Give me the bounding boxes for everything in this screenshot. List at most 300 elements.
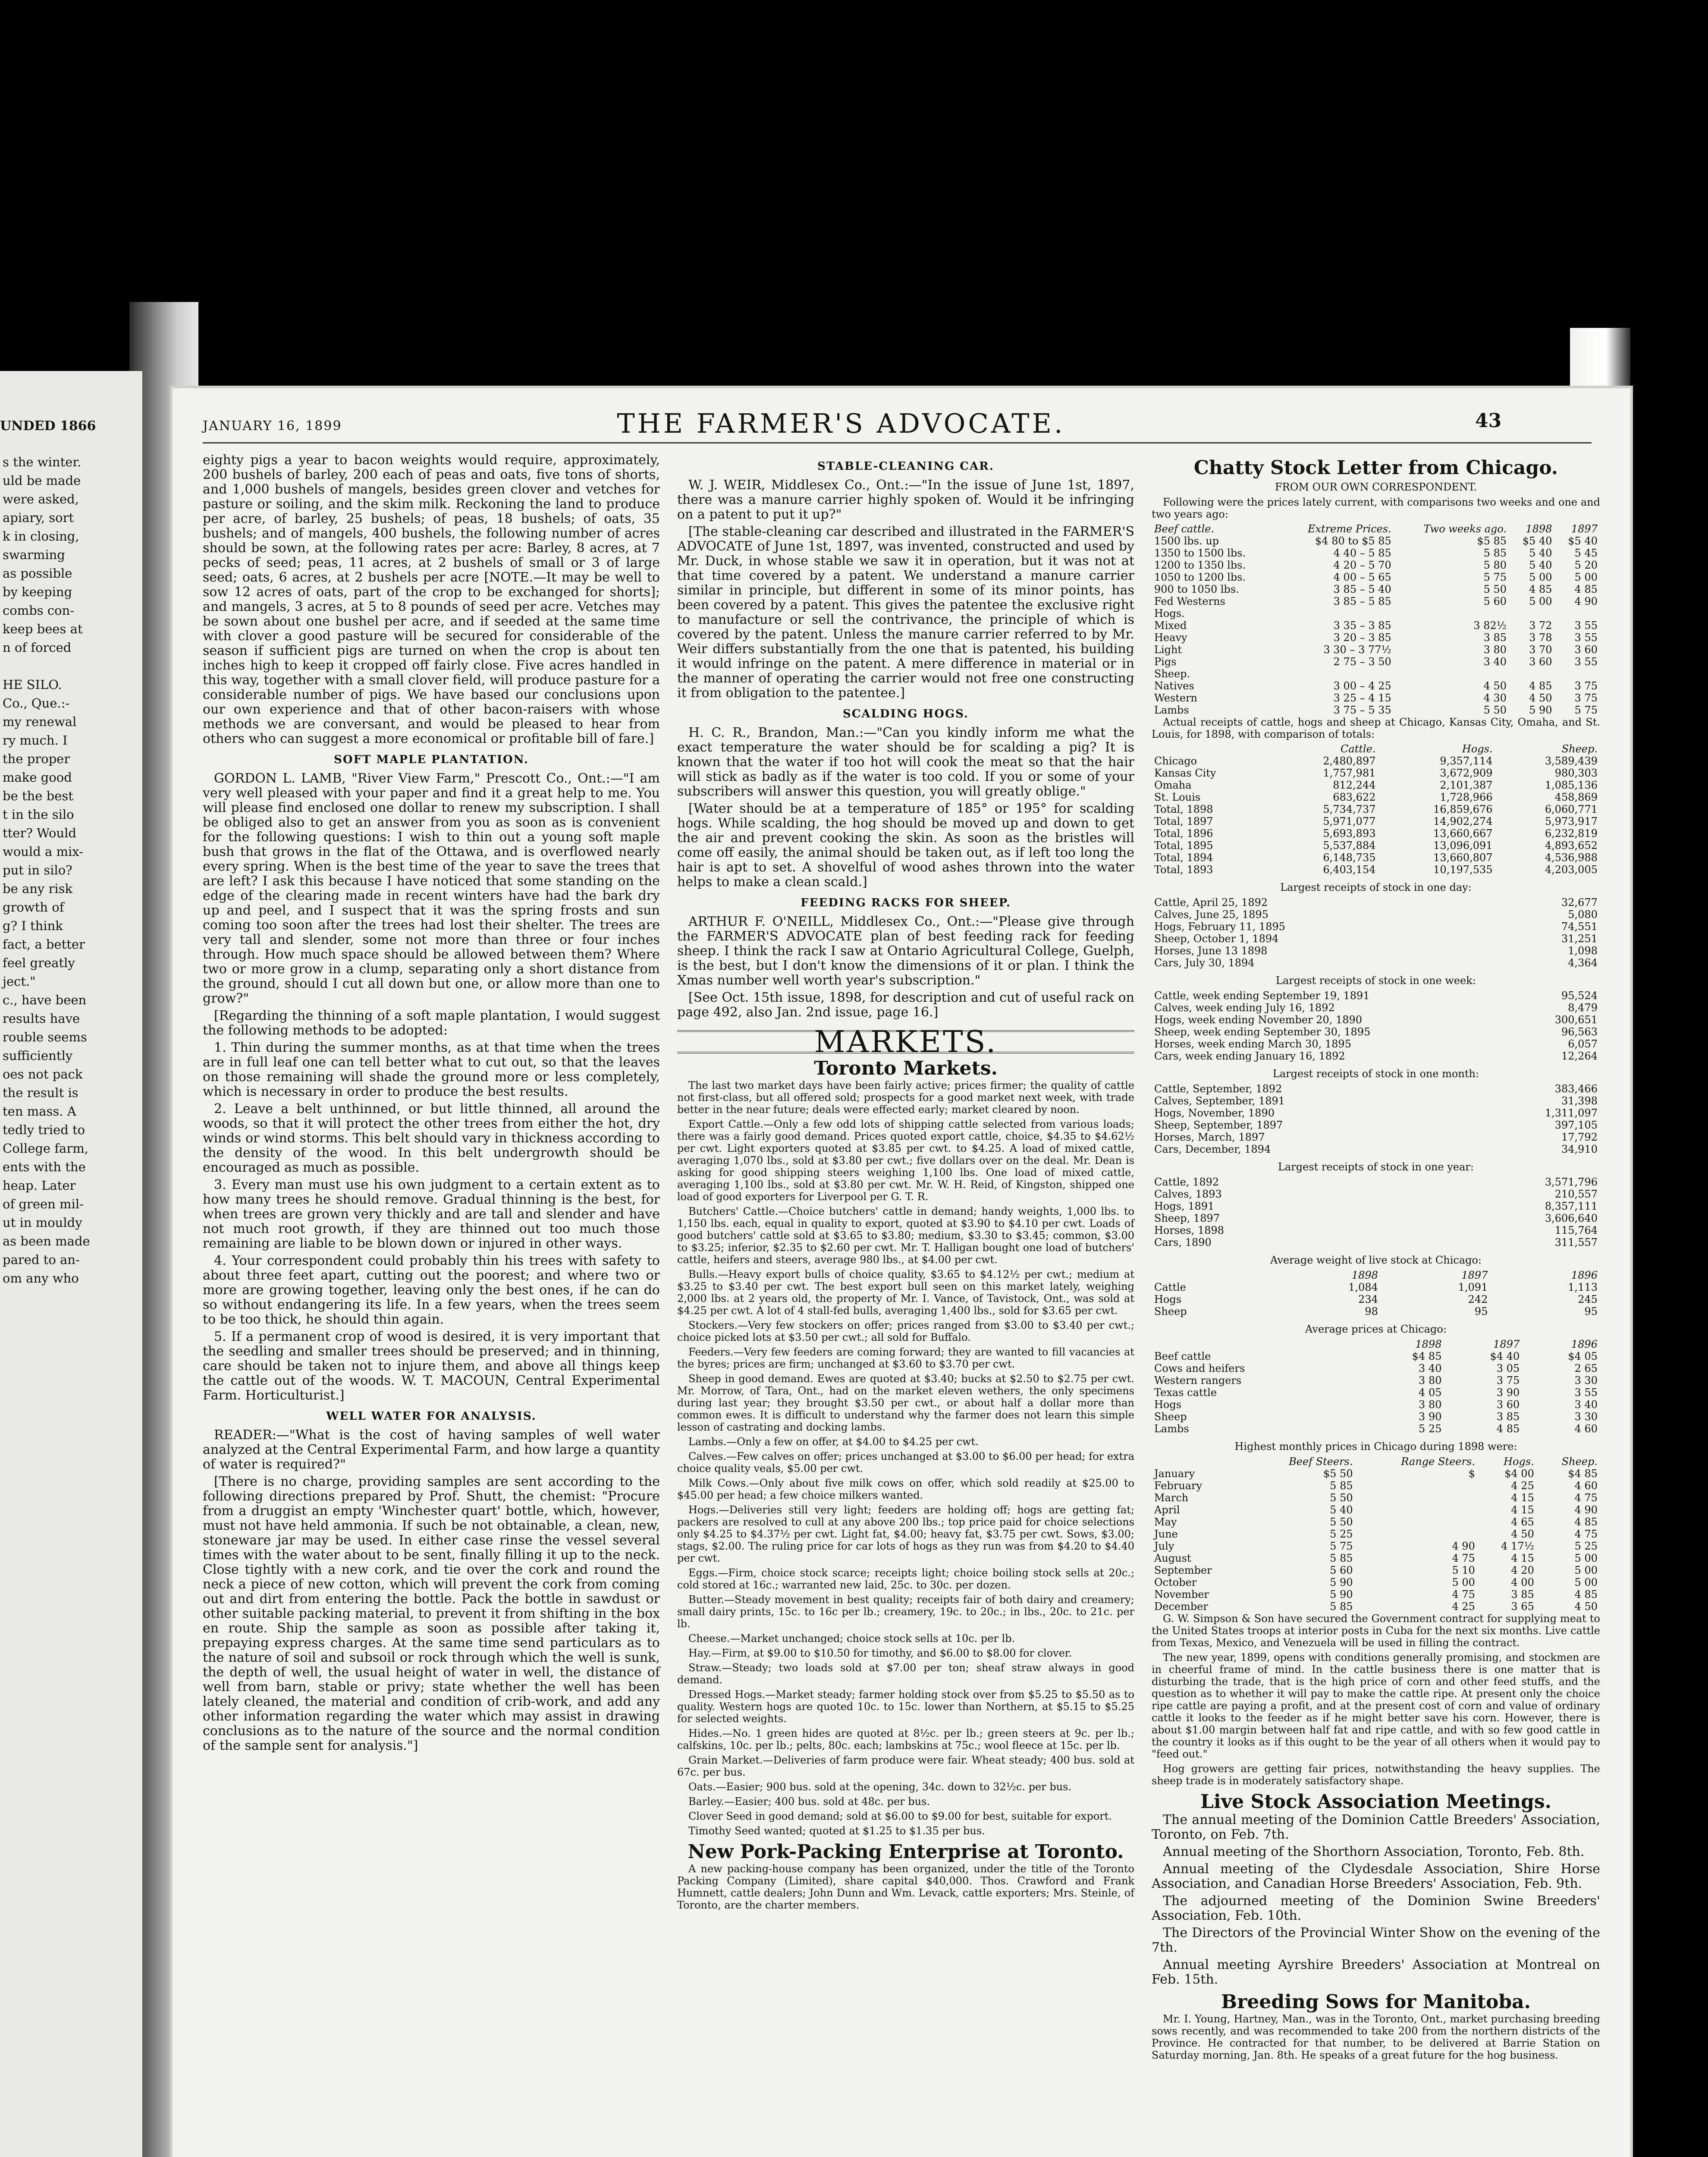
table-cell: 6,232,819 — [1545, 827, 1598, 840]
table-cell: 980,303 — [1554, 767, 1598, 779]
left-page-line: g? I think — [3, 918, 63, 933]
left-page-line: t in the silo — [3, 807, 74, 822]
table-cell: 4 15 — [1511, 1552, 1534, 1564]
left-page-line: c., have been — [3, 993, 87, 1007]
table-cell: December — [1154, 1600, 1208, 1613]
column-header: 1898 — [1351, 1269, 1378, 1281]
table-cell: 311,557 — [1554, 1236, 1598, 1248]
table-cell: 3,672,909 — [1440, 767, 1493, 779]
table-row — [1152, 1492, 1600, 1504]
table-cell: Hogs, November, 1890 — [1154, 1107, 1275, 1119]
table-cell: 5 00 — [1529, 571, 1552, 583]
table-cell — [1278, 668, 1394, 680]
heading-well-water: WELL WATER FOR ANALYSIS. — [326, 1410, 537, 1423]
table-row — [1152, 571, 1600, 583]
masthead-title: THE FARMER'S ADVOCATE. — [617, 408, 1065, 439]
table-cell — [1555, 607, 1601, 619]
table-cell: 96,563 — [1561, 1026, 1598, 1038]
table-cell: 5,080 — [1568, 909, 1598, 921]
table-cell: 3 72 — [1529, 619, 1552, 632]
table-cell: 4 85 — [1574, 1588, 1598, 1600]
table-cell: 4,893,652 — [1545, 840, 1598, 852]
table-cell: 1,091 — [1458, 1281, 1488, 1293]
table-cell: 2,480,897 — [1323, 755, 1376, 767]
breeding-sows-text: Mr. I. Young, Hartney, Man., was in the Toronto, Ont., market purchasing breeding sows recently, and was recommended to take 200 from the northern districts of the Province. He contracted for that number, to be delivered at Barrie Station on Saturday morning, Jan. 8th. He speaks of a great future for the hog business. — [1152, 2013, 1600, 2061]
table-cell: 4 85 — [1529, 680, 1552, 692]
table-cell: October — [1154, 1576, 1197, 1588]
table-cell: 5 25 — [1330, 1528, 1353, 1540]
column-header: Sheep. — [1561, 743, 1598, 755]
table-cell: 5 75 — [1574, 704, 1598, 716]
left-page-line: apiary, sort — [3, 510, 74, 525]
racks-answer: [See Oct. 15th issue, 1898, for description and cut of useful rack on page 492, also Jan. 2nd issue, page 16.] — [677, 990, 1134, 1020]
table-row — [1152, 1224, 1600, 1236]
table-cell: 8,357,111 — [1545, 1200, 1598, 1212]
table-cell: 5 80 — [1483, 559, 1507, 571]
table-row — [1152, 1576, 1600, 1588]
column-header: 1896 — [1571, 1269, 1598, 1281]
table-cell: 16,859,676 — [1433, 803, 1493, 815]
table-row — [1152, 559, 1600, 571]
left-page-line: put in silo? — [3, 863, 72, 877]
table-row — [1152, 535, 1600, 547]
heading-feeding-racks: FEEDING RACKS FOR SHEEP. — [801, 896, 1011, 909]
table-cell: 4 75 — [1574, 1492, 1598, 1504]
table-row — [1152, 1212, 1600, 1224]
table-row — [1152, 704, 1600, 716]
left-page-line: keep bees at — [3, 622, 83, 636]
table-row — [1152, 1119, 1600, 1131]
table-row — [1152, 1588, 1600, 1600]
table-row — [1152, 1143, 1600, 1155]
table-cell: 31,398 — [1561, 1095, 1598, 1107]
table-cell: 12,264 — [1561, 1050, 1598, 1062]
table-cell: Total, 1895 — [1154, 840, 1213, 852]
left-page-line: s the winter. — [3, 455, 82, 469]
chicago-intro: Following were the prices lately current, with comparisons two weeks and one and two years ago: — [1152, 496, 1600, 520]
page-number: 43 — [1475, 410, 1502, 432]
table-cell: 3 75 — [1496, 1374, 1520, 1387]
table-cell: 4 90 — [1452, 1540, 1475, 1552]
hog-growers-note: Hog growers are getting fair prices, notwithstanding the heavy supplies. The sheep trade is in moderately satisfactory shape. — [1152, 1763, 1600, 1787]
weight-table — [1152, 1269, 1600, 1317]
heading-pork-packing: New Pork-Packing Enterprise at Toronto. — [688, 1841, 1124, 1863]
table-cell: 5,693,893 — [1323, 827, 1376, 840]
table-row — [1152, 1188, 1600, 1200]
timothy-seed-market: Timothy Seed wanted; quoted at $1.25 to $1.35 per bus. — [688, 1825, 985, 1837]
table-cell: 900 to 1050 lbs. — [1154, 583, 1239, 595]
table-cell: 3 70 — [1529, 644, 1552, 656]
receipts-intro: Actual receipts of cattle, hogs and sheep at Chicago, Kansas City, Omaha, and St. Louis, for 1898, with comparison of totals: — [1152, 716, 1600, 740]
table-row — [1152, 990, 1600, 1002]
table-cell: 34,910 — [1561, 1143, 1598, 1155]
table-cell: 5 85 — [1330, 1600, 1353, 1613]
table-cell: 3 30 — [1574, 1374, 1598, 1387]
table-cell: 383,466 — [1554, 1083, 1598, 1095]
table-cell: 4 60 — [1574, 1480, 1598, 1492]
table-cell: Sheep — [1154, 1305, 1187, 1317]
table-cell: 13,660,667 — [1433, 827, 1493, 840]
table-cell: 74,551 — [1561, 921, 1598, 933]
table-cell: $4 80 to $5 85 — [1315, 535, 1391, 547]
table-cell: Horses, 1898 — [1154, 1224, 1224, 1236]
table-row — [1152, 909, 1600, 921]
table-cell: Natives — [1154, 680, 1194, 692]
table-cell: 4 00 — [1511, 1576, 1534, 1588]
table-cell: 115,764 — [1554, 1224, 1598, 1236]
table-cell: Cattle, week ending September 19, 1891 — [1154, 990, 1370, 1002]
toronto-market-report — [677, 1079, 1134, 1837]
table-cell: 1,311,097 — [1545, 1107, 1598, 1119]
table-cell: 6,403,154 — [1323, 864, 1376, 876]
table-cell: Calves, June 25, 1895 — [1154, 909, 1268, 921]
table-cell: Total, 1896 — [1154, 827, 1213, 840]
table-row — [1152, 619, 1600, 632]
table-cell: $5 40 — [1522, 535, 1552, 547]
left-page-line: be any risk — [3, 881, 73, 896]
table-cell: 4 75 — [1574, 1528, 1598, 1540]
table-cell: 3 60 — [1574, 644, 1598, 656]
table-cell: Sheep, September, 1897 — [1154, 1119, 1283, 1131]
pork-packing-text: A new packing-house company has been organized, under the title of the Toronto Packing Company (Limited), share capital $40,000. Thos. Crawford and Frank Humnett, cattle dealers; John Dunn and Wm. Levack, cattle exporters; Mrs. Steinle, of Toronto, are the charter members. — [677, 1863, 1134, 1911]
table-cell: Hogs. — [1154, 607, 1185, 619]
eggs-market: Eggs.—Firm, choice stock scarce; receipts light; choice boiling stock sells at 20c.; cold stored at 16c.; warranted new laid, 25c. to 30c. per dozen. — [677, 1567, 1134, 1591]
table-cell: 5 00 — [1574, 1564, 1598, 1576]
table-cell: 3 75 — [1574, 680, 1598, 692]
table-cell: 4 15 — [1511, 1504, 1534, 1516]
table-row — [1152, 1552, 1600, 1564]
table-cell: 5 85 — [1330, 1480, 1353, 1492]
table-cell: Cattle, April 25, 1892 — [1154, 896, 1268, 909]
left-page-line: swarming — [3, 547, 65, 562]
table-cell: Cattle, September, 1892 — [1154, 1083, 1282, 1095]
table-cell: Western rangers — [1154, 1374, 1242, 1387]
meeting-item: Annual meeting of the Shorthorn Association, Toronto, Feb. 8th. — [1163, 1844, 1585, 1859]
racks-question: ARTHUR F. O'NEILL, Middlesex Co., Ont.:—"Please give through the FARMER'S ADVOCATE plan of best feeding rack for feeding sheep. I think the rack I saw at Ontario Agricultural College, Guelph, is the best, but I don't know the dimensions of it or plan. I think the Xmas number well worth year's subscription." — [677, 914, 1134, 988]
barley-market: Barley.—Easier; 400 bus. sold at 48c. per bus. — [688, 1795, 930, 1808]
table-cell: Sheep — [1154, 1411, 1187, 1423]
table-cell — [1509, 607, 1554, 619]
chicago-price-table — [1152, 523, 1600, 716]
left-page-line: results have — [3, 1011, 80, 1026]
table-cell: Sheep, October 1, 1894 — [1154, 933, 1279, 945]
table-cell — [1278, 607, 1394, 619]
bulls: Bulls.—Heavy export bulls of choice quality, $3.65 to $4.12½ per cwt.; medium at $3.25 to $3.40 per cwt. The best export bull seen on this market lately, weighing 2,000 lbs. at 2 years old, the property of Mr. I. Vance, of Tavistock, Ont., was sold at $4.25 per cwt. A lot of 4 stall-fed bulls, averaging 1,400 lbs., sold for $3.65 per cwt. — [677, 1268, 1134, 1317]
table-cell: 4 20 — [1511, 1564, 1534, 1576]
table-cell: 4 50 — [1574, 1600, 1598, 1613]
table-cell: 13,096,091 — [1433, 840, 1493, 852]
table-cell: 5 00 — [1574, 1552, 1598, 1564]
table-cell: Cars, 1890 — [1154, 1236, 1212, 1248]
left-page-line: tter? Would — [3, 826, 76, 840]
table-row — [1152, 1083, 1600, 1095]
table-cell: 1,728,966 — [1440, 791, 1493, 803]
table-cell: 3 40 — [1483, 656, 1507, 668]
dressed-hogs-market: Dressed Hogs.—Market steady; farmer holding stock over from $5.25 to $5.50 as to quality. Western hogs are quoted 10c. to 15c. lower than Northern, at $5.15 to $5.25 for selected weights. — [677, 1688, 1134, 1725]
month-table — [1152, 1083, 1600, 1155]
table-row — [1152, 1411, 1600, 1423]
table-cell: 2 75 – 3 50 — [1333, 656, 1391, 668]
table-cell: Lambs — [1154, 704, 1189, 716]
day-table — [1152, 896, 1600, 969]
column-header: 1897 — [1461, 1269, 1488, 1281]
column-header: Extreme Prices. — [1307, 523, 1391, 535]
table-cell: Western — [1154, 692, 1198, 704]
table-cell: 3 35 – 3 85 — [1333, 619, 1391, 632]
table-row — [1152, 921, 1600, 933]
table-row — [1152, 547, 1600, 559]
table-cell: 5 25 — [1574, 1540, 1598, 1552]
table-cell: $4 85 — [1568, 1468, 1598, 1480]
table-cell: 3 85 — [1483, 632, 1507, 644]
car-question: W. J. WEIR, Middlesex Co., Ont.:—"In the issue of June 1st, 1897, there was a manure carrier highly spoken of. Would it be infringing on a patent to put it up?" — [677, 478, 1134, 522]
table-row — [1152, 1350, 1600, 1362]
table-cell: 683,622 — [1333, 791, 1376, 803]
table-cell: Sheep, 1897 — [1154, 1212, 1220, 1224]
table-cell: 3 85 — [1511, 1588, 1534, 1600]
table-row — [1152, 840, 1600, 852]
car-answer: [The stable-cleaning car described and illustrated in the FARMER'S ADVOCATE of June 1st, 1897, was invented, constructed and used by Mr. Duck, in whose stable we saw it in operation, but it was not at that time covered by a patent. We understand a manure carrier similar in principle, but different in some of its minor points, has been covered by a patent. This gives the patentee the exclusive right to manufacture or sell the contrivance, the principle of which is covered by the patent. Unless the manure carrier referred to by Mr. Weir differs substantially from the one that is patented, his building it would infringe on the patent. A mere difference in material or in the manner of operating the carrier would not free one constructing it from obligation to the patentee.] — [677, 524, 1134, 701]
left-page-line: HE SILO. — [3, 677, 62, 692]
column-header: 1898 — [1415, 1338, 1442, 1350]
table-cell: 98 — [1365, 1305, 1378, 1317]
meeting-item: Annual meeting Ayrshire Breeders' Association at Montreal on Feb. 15th. — [1152, 1957, 1600, 1987]
table-cell: 4 85 — [1496, 1423, 1520, 1435]
table-cell: 1,084 — [1348, 1281, 1378, 1293]
table-cell: 245 — [1578, 1293, 1598, 1305]
table-row — [1152, 1528, 1600, 1540]
table-cell: 4 85 — [1574, 583, 1598, 595]
table-cell: 4,203,005 — [1545, 864, 1598, 876]
table-header-row — [1152, 743, 1600, 755]
left-page-line: make good — [3, 770, 72, 785]
heading-chicago-letter: Chatty Stock Letter from Chicago. — [1193, 457, 1558, 479]
table-cell: 5,973,917 — [1545, 815, 1598, 827]
column-header: Beef Steers. — [1289, 1456, 1353, 1468]
table-cell: 3 75 — [1574, 692, 1598, 704]
table-cell: 210,557 — [1554, 1188, 1598, 1200]
table-row — [1152, 1504, 1600, 1516]
table-row — [1152, 957, 1600, 969]
avg-prices-table — [1152, 1338, 1600, 1435]
table-cell: Cattle — [1154, 1281, 1186, 1293]
left-page-line: my renewal — [3, 714, 77, 729]
table-cell: 3 65 — [1511, 1600, 1534, 1613]
table-cell: January — [1154, 1468, 1195, 1480]
table-cell: 1,098 — [1568, 945, 1598, 957]
table-cell: 4 25 — [1511, 1480, 1534, 1492]
year-table — [1152, 1176, 1600, 1248]
table-cell: Calves, September, 1891 — [1154, 1095, 1285, 1107]
table-cell: 3,589,439 — [1545, 755, 1598, 767]
table-cell: 5 40 — [1529, 559, 1552, 571]
avg-title: Average prices at Chicago: — [1305, 1323, 1447, 1335]
table-cell: 5 85 — [1483, 547, 1507, 559]
table-cell: 4 85 — [1529, 583, 1552, 595]
table-cell: Hogs — [1154, 1399, 1182, 1411]
table-cell: 5 40 — [1529, 547, 1552, 559]
table-header-row — [1152, 1338, 1600, 1350]
table-cell: $ — [1468, 1468, 1475, 1480]
year-title: Largest receipts of stock in one year: — [1278, 1161, 1474, 1173]
left-page-line: College farm, — [3, 1141, 88, 1156]
table-cell: Chicago — [1154, 755, 1197, 767]
butchers-cattle: Butchers' Cattle.—Choice butchers' cattle in demand; handy weights, 1,000 lbs. to 1,150 lbs. each, equal in quality to export, quoted at $3.90 to $4.10 per cwt. Loads of good butchers' cattle sold at $3.65 to $3.80; medium, $3.30 to $3.45; common, $3.00 to $3.25; inferior, $2.35 to $2.60 per cwt. Mr. T. Halligan bought one load of butchers' cattle, heifers and steers, average 980 lbs., at $4.00 per cwt. — [677, 1205, 1134, 1266]
table-cell — [1356, 1528, 1478, 1540]
table-row — [1152, 1107, 1600, 1119]
table-cell: 95,524 — [1561, 990, 1598, 1002]
table-header-row — [1152, 1456, 1600, 1468]
heading-stable-car: STABLE-CLEANING CAR. — [817, 460, 994, 473]
left-page-line — [3, 657, 141, 676]
table-cell: $5 85 — [1477, 535, 1507, 547]
table-cell: $5 50 — [1323, 1468, 1353, 1480]
left-page-header: UNDED 1866 — [0, 418, 96, 434]
table-cell: Texas cattle — [1154, 1387, 1217, 1399]
table-row — [1152, 1131, 1600, 1143]
table-row — [1152, 1374, 1600, 1387]
lambs-market: Lambs.—Only a few on offer, at $4.00 to $4.25 per cwt. — [688, 1436, 979, 1448]
hogs-market: Hogs.—Deliveries still very light; feeders are holding off; hogs are getting fat; packers are resolved to cull at any above 200 lbs.; top price paid for choice selections only $4.25 to $4.37½ per cwt. Light fat, $4.00; heavy fat, $3.75 per cwt. Sows, $3.00; stags, $2.00. The ruling price for car lots of hogs as they run was from $4.20 to $4.40 per cwt. — [677, 1504, 1134, 1564]
left-page-line: oes not pack — [3, 1067, 83, 1082]
column-header: 1897 — [1571, 523, 1598, 535]
table-cell: 3 55 — [1574, 1387, 1598, 1399]
left-page-line: rouble seems — [3, 1030, 87, 1044]
table-cell: 4 00 – 5 65 — [1333, 571, 1391, 583]
table-cell: Total, 1897 — [1154, 815, 1213, 827]
table-cell: 812,244 — [1333, 779, 1376, 791]
column-header: Hogs. — [1462, 743, 1493, 755]
table-cell — [1356, 1516, 1478, 1528]
table-cell: Heavy — [1154, 632, 1187, 644]
table-cell: 5 75 — [1330, 1540, 1353, 1552]
table-row — [1152, 1014, 1600, 1026]
table-cell: 4 05 — [1419, 1387, 1442, 1399]
table-cell: 6,060,771 — [1545, 803, 1598, 815]
day-title: Largest receipts of stock in one day: — [1280, 881, 1472, 893]
month-title: Largest receipts of stock in one month: — [1272, 1068, 1479, 1080]
table-cell: 242 — [1468, 1293, 1488, 1305]
meetings-list — [1152, 1813, 1600, 1987]
left-page-line: om any who — [3, 1271, 79, 1286]
table-cell: 4 50 — [1511, 1528, 1534, 1540]
left-page-line: sufficiently — [3, 1048, 73, 1063]
table-cell: 3 82½ — [1473, 619, 1507, 632]
table-cell: 5 60 — [1330, 1564, 1353, 1576]
table-cell: May — [1154, 1516, 1177, 1528]
table-cell: 3 90 — [1419, 1411, 1442, 1423]
maple-point-1: 1. Thin during the summer months, as at that time when the trees are in full leaf one can tell better what to cut out, so that the leaves on those remaining will shade the ground more or less completely, which is necessary in order to produce the best results. — [203, 1040, 660, 1099]
left-page-line: were asked, — [3, 492, 79, 506]
table-cell: Cars, July 30, 1894 — [1154, 957, 1255, 969]
table-cell — [1555, 668, 1601, 680]
table-cell: Horses, June 13 1898 — [1154, 945, 1268, 957]
column-header: Hogs. — [1504, 1456, 1534, 1468]
table-cell: Horses, March, 1897 — [1154, 1131, 1265, 1143]
table-row — [1152, 680, 1600, 692]
table-cell: 1,113 — [1568, 1281, 1598, 1293]
meeting-item: The Directors of the Provincial Winter Show on the evening of the 7th. — [1152, 1925, 1600, 1955]
table-cell — [1394, 668, 1509, 680]
table-cell: 5 10 — [1452, 1564, 1475, 1576]
left-page-line: ten mass. A — [3, 1104, 76, 1119]
table-row — [1152, 755, 1600, 767]
table-cell: 300,651 — [1554, 1014, 1598, 1026]
table-cell: Cars, week ending January 16, 1892 — [1154, 1050, 1345, 1062]
table-cell: 3 55 — [1574, 656, 1598, 668]
table-cell: 3 80 — [1419, 1374, 1442, 1387]
left-page-line: the proper — [3, 751, 70, 766]
table-cell: 5 00 — [1574, 1576, 1598, 1588]
table-cell: 5,537,884 — [1323, 840, 1376, 852]
table-cell: Hogs, February 11, 1895 — [1154, 921, 1285, 933]
table-cell: Light — [1154, 644, 1182, 656]
table-cell: Total, 1898 — [1154, 803, 1213, 815]
table-cell — [1509, 668, 1554, 680]
left-page-line: n of forced — [3, 640, 72, 655]
table-cell: 3 85 – 5 40 — [1333, 583, 1391, 595]
left-page-fragments — [3, 453, 141, 1288]
table-cell: Calves, 1893 — [1154, 1188, 1222, 1200]
table-cell: 4 75 — [1452, 1588, 1475, 1600]
table-cell: 95 — [1474, 1305, 1488, 1317]
table-cell: 458,869 — [1554, 791, 1598, 803]
table-cell: 5 00 — [1574, 571, 1598, 583]
week-table — [1152, 990, 1600, 1062]
table-row — [1152, 767, 1600, 779]
table-cell: 3 90 — [1496, 1387, 1520, 1399]
table-cell: 3 55 — [1574, 632, 1598, 644]
table-row — [1152, 1200, 1600, 1212]
table-cell: Hogs, 1891 — [1154, 1200, 1215, 1212]
table-row — [1152, 791, 1600, 803]
table-header-row — [1152, 523, 1600, 535]
simpson-note: G. W. Simpson & Son have secured the Government contract for supplying meat to the United States troops at interior posts in Cuba for the next six months. Live cattle from Texas, Mexico, and Venezuela will be used in filling the contract. — [1152, 1613, 1600, 1649]
water-answer: [There is no charge, providing samples are sent according to the following directions prepared by Prof. Shutt, the chemist: "Procure from a druggist an empty 'Winchester quart' bottle, which, however, must not have held ammonia. If such be not obtainable, a clean, new, stoneware jar may be used. In either case rinse the vessel several times with the water about to be sent, finally filling it up to the neck. Close tightly with a new cork, and tie over the cork and round the neck a piece of new cotton, which will prevent the cork from coming out and dirt from entering the bottle. Pack the bottle in sawdust or other suitable packing material, to prevent it from shifting in the box en route. Ship the sample as soon as possible after taking it, prepaying express charges. At the same time send particulars as to the nature of soil and subsoil or rock through which the well is sunk, the depth of well, the usual height of water in well, the distance of well from barn, stable or privy; state whether the well has been lately cleaned, the material and condition of crib-work, and add any other information regarding the water which may assist in drawing conclusions as to the nature of the source and the normal condition of the sample sent for analysis."] — [203, 1474, 660, 1753]
table-cell: 95 — [1584, 1305, 1598, 1317]
table-cell: 2,101,387 — [1440, 779, 1493, 791]
table-cell: 32,677 — [1561, 896, 1598, 909]
table-cell: 1500 lbs. up — [1154, 535, 1219, 547]
table-cell: 5 90 — [1330, 1588, 1353, 1600]
table-row — [1152, 692, 1600, 704]
heading-scalding-hogs: SCALDING HOGS. — [843, 707, 969, 720]
table-cell: 5,971,077 — [1323, 815, 1376, 827]
table-row — [1152, 1516, 1600, 1528]
table-cell: 397,105 — [1554, 1119, 1598, 1131]
table-cell: 1200 to 1350 lbs. — [1154, 559, 1246, 571]
table-row — [1152, 1600, 1600, 1613]
column-header — [1152, 743, 1273, 755]
table-cell: 3 60 — [1496, 1399, 1520, 1411]
table-row — [1152, 803, 1600, 815]
left-page-line: of green mil- — [3, 1197, 84, 1211]
table-cell: Kansas City — [1154, 767, 1216, 779]
column-3 — [1152, 453, 1600, 2064]
table-cell: 5 40 — [1330, 1504, 1353, 1516]
table-cell: 5 20 — [1574, 559, 1598, 571]
hogs-question: H. C. R., Brandon, Man.:—"Can you kindly inform me what the exact temperature the water should be for scalding a pig? It is known that the water if too hot will cook the meat so that the hair will stick as badly as if the water is too cold. If you or some of your subscribers will answer this question, you will greatly oblige." — [677, 725, 1134, 799]
column-1 — [203, 453, 660, 1756]
table-cell: November — [1154, 1588, 1209, 1600]
table-row — [1152, 933, 1600, 945]
table-cell: 5 50 — [1483, 704, 1507, 716]
table-cell: 5 00 — [1529, 595, 1552, 607]
table-row — [1152, 1026, 1600, 1038]
left-page-line: heap. Later — [3, 1178, 76, 1193]
table-row — [1152, 595, 1600, 607]
maple-point-5: 5. If a permanent crop of wood is desired, it is very important that the seedling and smaller trees should be preserved; and in thinning, care should be taken not to injure them, and above all things keep the cattle out of the woods. W. T. MACOUN, Central Experimental Farm. Horticulturist.] — [203, 1329, 660, 1403]
